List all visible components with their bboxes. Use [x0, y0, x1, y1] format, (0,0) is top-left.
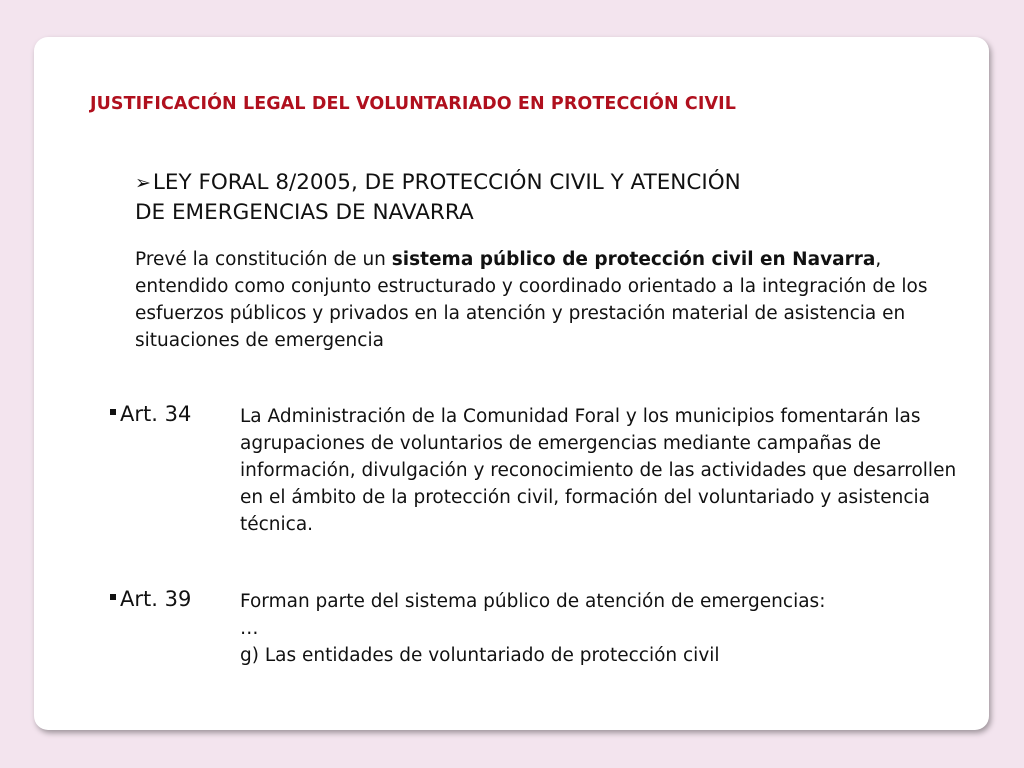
intro-text-bold: sistema público de protección civil en Navarra — [391, 249, 876, 270]
law-heading-line2: DE EMERGENCIAS DE NAVARRA — [135, 200, 474, 225]
square-bullet-icon — [110, 594, 116, 600]
article-body: La Administración de la Comunidad Foral y los municipios fomentarán las agrupaciones de voluntarios de emergencias mediante campañas de información, divulgación y reconocimiento de las actividades que desarrollen en el ámbito de la protección civil, formación del voluntariado y asistencia técnica. — [240, 406, 957, 535]
article-label — [110, 586, 191, 613]
square-bullet-icon — [110, 409, 116, 415]
article-body-line2: … — [240, 618, 259, 639]
article-body-line3: g) Las entidades de voluntariado de protección civil — [240, 645, 720, 666]
article-label-text: Art. 39 — [120, 587, 192, 611]
article-label-text: Art. 34 — [120, 402, 192, 426]
intro-paragraph — [135, 246, 955, 354]
article-label — [110, 401, 191, 428]
arrow-bullet-icon: ➢ — [135, 172, 151, 194]
intro-text-before: Prevé la constitución de un — [135, 249, 392, 270]
law-heading — [135, 168, 915, 227]
slide-title: JUSTIFICACIÓN LEGAL DEL VOLUNTARIADO EN PROTECCIÓN CIVIL — [90, 94, 736, 114]
article-body — [240, 588, 960, 669]
intro-text-after: , entendido como conjunto estructurado y coordinado orientado a la integración de los esfuerzos públicos y privados en la atención y prestación material de asistencia en situaciones de emergencia — [135, 249, 928, 351]
article-body-line1: Forman parte del sistema público de atención de emergencias: — [240, 591, 826, 612]
law-heading-line1: LEY FORAL 8/2005, DE PROTECCIÓN CIVIL Y ATENCIÓN — [152, 170, 741, 195]
